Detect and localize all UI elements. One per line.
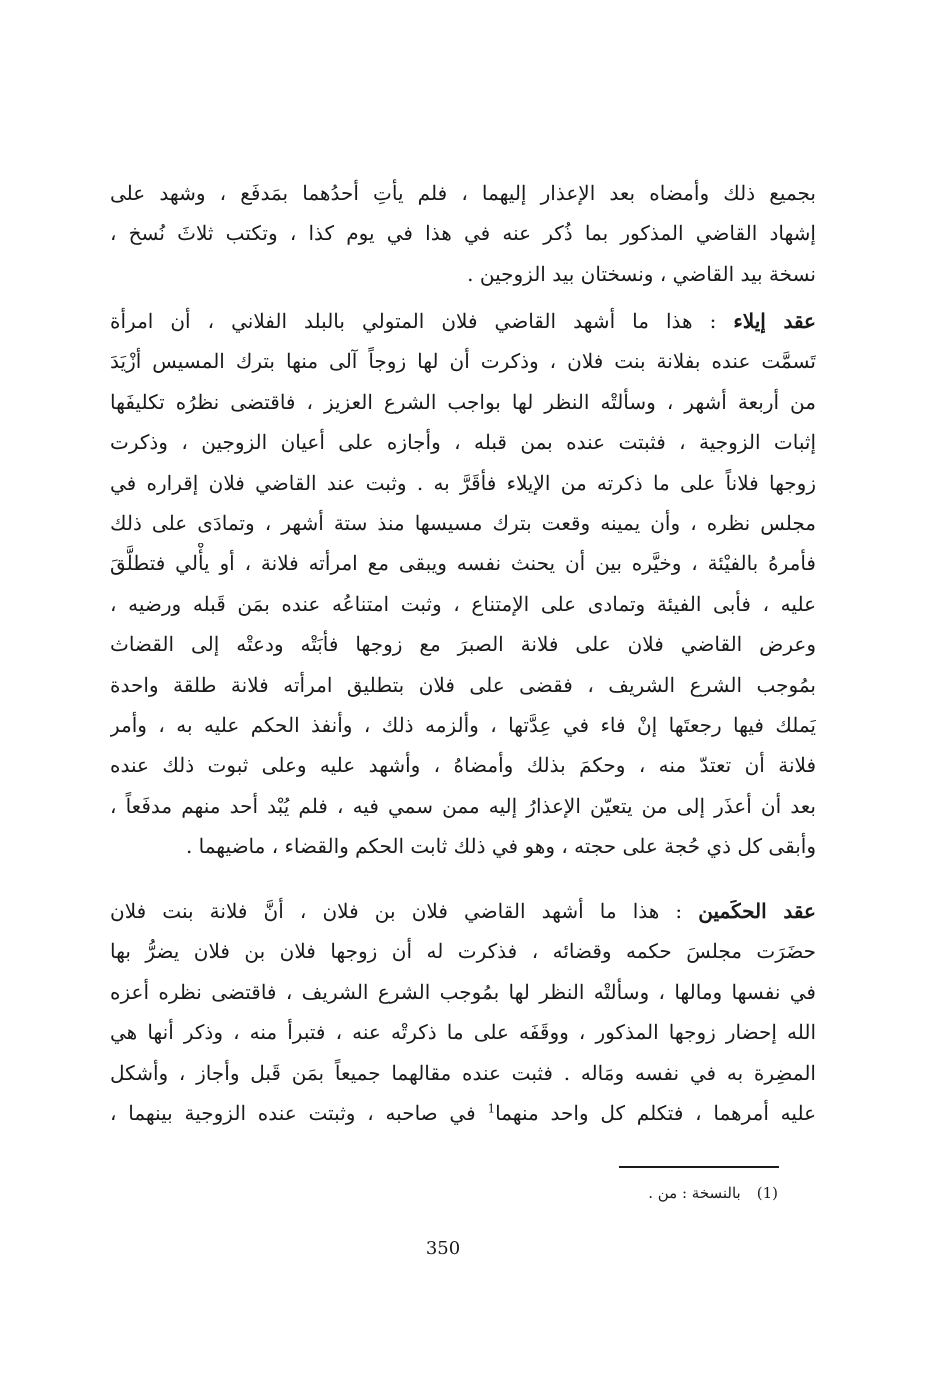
text-line: زوجها فلاناً على ما ذكرته من الإيلاء فأقَرَّ به . وثبت عند القاضي فلان إقراره في [110, 470, 816, 495]
paragraph-first-line [110, 891, 816, 931]
text-line: فلانة أن تعتدّ منه ، وحكمَ بذلك وأمضاهُ ، وأشهد عليه وعلى ثبوت ذلك عنده [110, 753, 816, 778]
paragraph-first-line [110, 301, 816, 341]
text-line: وأبقى كل ذي حُجة على حجته ، وهو في ذلك ثابت الحكم والقضاء ، ماضيهما . [185, 834, 816, 859]
section-heading: عقد إيلاء [733, 309, 816, 333]
paragraph-ila-contract [110, 301, 816, 866]
text-line: فأمرهُ بالفيْئة ، وخيَّره بين أن يحنث نفسه ويبقى مع امرأته فلانة ، أو يأْلي فتطلَّقَ [110, 551, 816, 576]
text-line: تَسمَّت عنده بفلانة بنت فلان ، وذكرت أن لها زوجاً آلى منها بترك المسيس أزْيَدَ [110, 349, 816, 374]
text-line: يَملك فيها رجعتَها إنْ فاء في عِدَّتها ، وألزمه ذلك ، وأنفذ الحكم عليه به ، وأمر [110, 712, 816, 737]
text-run: في صاحبه ، وثبتت عنده الزوجية بينهما ، [110, 1100, 488, 1125]
section-heading: عقد الحكَمين [698, 899, 816, 923]
paragraph-continuation [110, 173, 816, 294]
paragraph-arbitrators-contract [110, 891, 816, 1133]
text-line: الله إحضار زوجها المذكور ، ووقَفَه على ما ذكرتْه عنه ، فتبرأ منه ، وذكر أنها هي [110, 1020, 816, 1045]
text-line: نسخة بيد القاضي ، ونسختان بيد الزوجين . [467, 261, 816, 286]
text-line: بمُوجب الشرع الشريف ، فقضى على فلان بتطليق امرأته فلانة طلقة واحدة [110, 672, 816, 697]
text-line: المضِرة به في نفسه ومَاله . فثبت عنده مقالهما جميعاً بمَن قَبل وأجاز ، وأشكل [110, 1060, 816, 1085]
text-line: إشهاد القاضي المذكور بما ذُكر عنه في هذا في يوم كذا ، وتكتب ثلاثَ نُسخ ، [110, 221, 816, 246]
footnote-divider [619, 1166, 779, 1168]
text-line: بجميع ذلك وأمضاه بعد الإعذار إليهما ، فلم يأتِ أحدُهما بمَدفَع ، وشهد على [110, 181, 816, 205]
footnote-reference: 1 [487, 1101, 496, 1116]
footnote-text: بالنسخة : من . [648, 1184, 741, 1202]
text-line: وعرض القاضي فلان على فلانة الصبرَ مع زوجها فأبَتْه ودعتْه إلى القضاث [110, 632, 816, 657]
text-line: عليه ، فأبى الفيئة وتمادى على الإمتناع ، وثبت امتناعُه عنده بمَن قَبله ورضيه ، [110, 591, 816, 616]
text-line: في نفسها ومالها ، وسألتْه النظر لها بمُوجب الشرع الشريف ، فاقتضى نظره أعزه [110, 979, 816, 1004]
text-line: حضَرَت مجلسَ حكمه وقضائه ، فذكرت له أن زوجها فلان بن فلان يضرُّ بها [110, 939, 816, 964]
footnote-number: (1) [756, 1184, 778, 1202]
text-line: مجلس نظره ، وأن يمينه وقعت بترك مسيسها منذ ستة أشهر ، وتمادَى على ذلك [110, 510, 816, 535]
text-run: : هذا ما أشهد القاضي فلان المتولي بالبلد الفلاني ، أن امرأة [110, 309, 734, 333]
footnote [560, 1182, 778, 1204]
text-run: : هذا ما أشهد القاضي فلان بن فلان ، أنَّ فلانة بنت فلان [110, 899, 699, 923]
text-line: من أربعة أشهر ، وسألتْه النظر لها بواجب الشرع العزيز ، فاقتضى نظرُه تكليفَها [110, 389, 816, 414]
paragraph-last-line [110, 1093, 816, 1133]
text-run: عليه أمرهما ، فتكلم كل واحد منهما [495, 1100, 816, 1125]
text-line: بعد أن أعذَر إلى من يتعيّن الإعذارُ إليه ممن سمي فيه ، فلم يُبْد أحد منهم مدفَعاً ، [110, 793, 816, 818]
page-number: 350 [425, 1238, 461, 1259]
text-line: إثبات الزوجية ، فثبتت عنده بمن قبله ، وأجازه على أعيان الزوجين ، وذكرت [110, 430, 816, 455]
